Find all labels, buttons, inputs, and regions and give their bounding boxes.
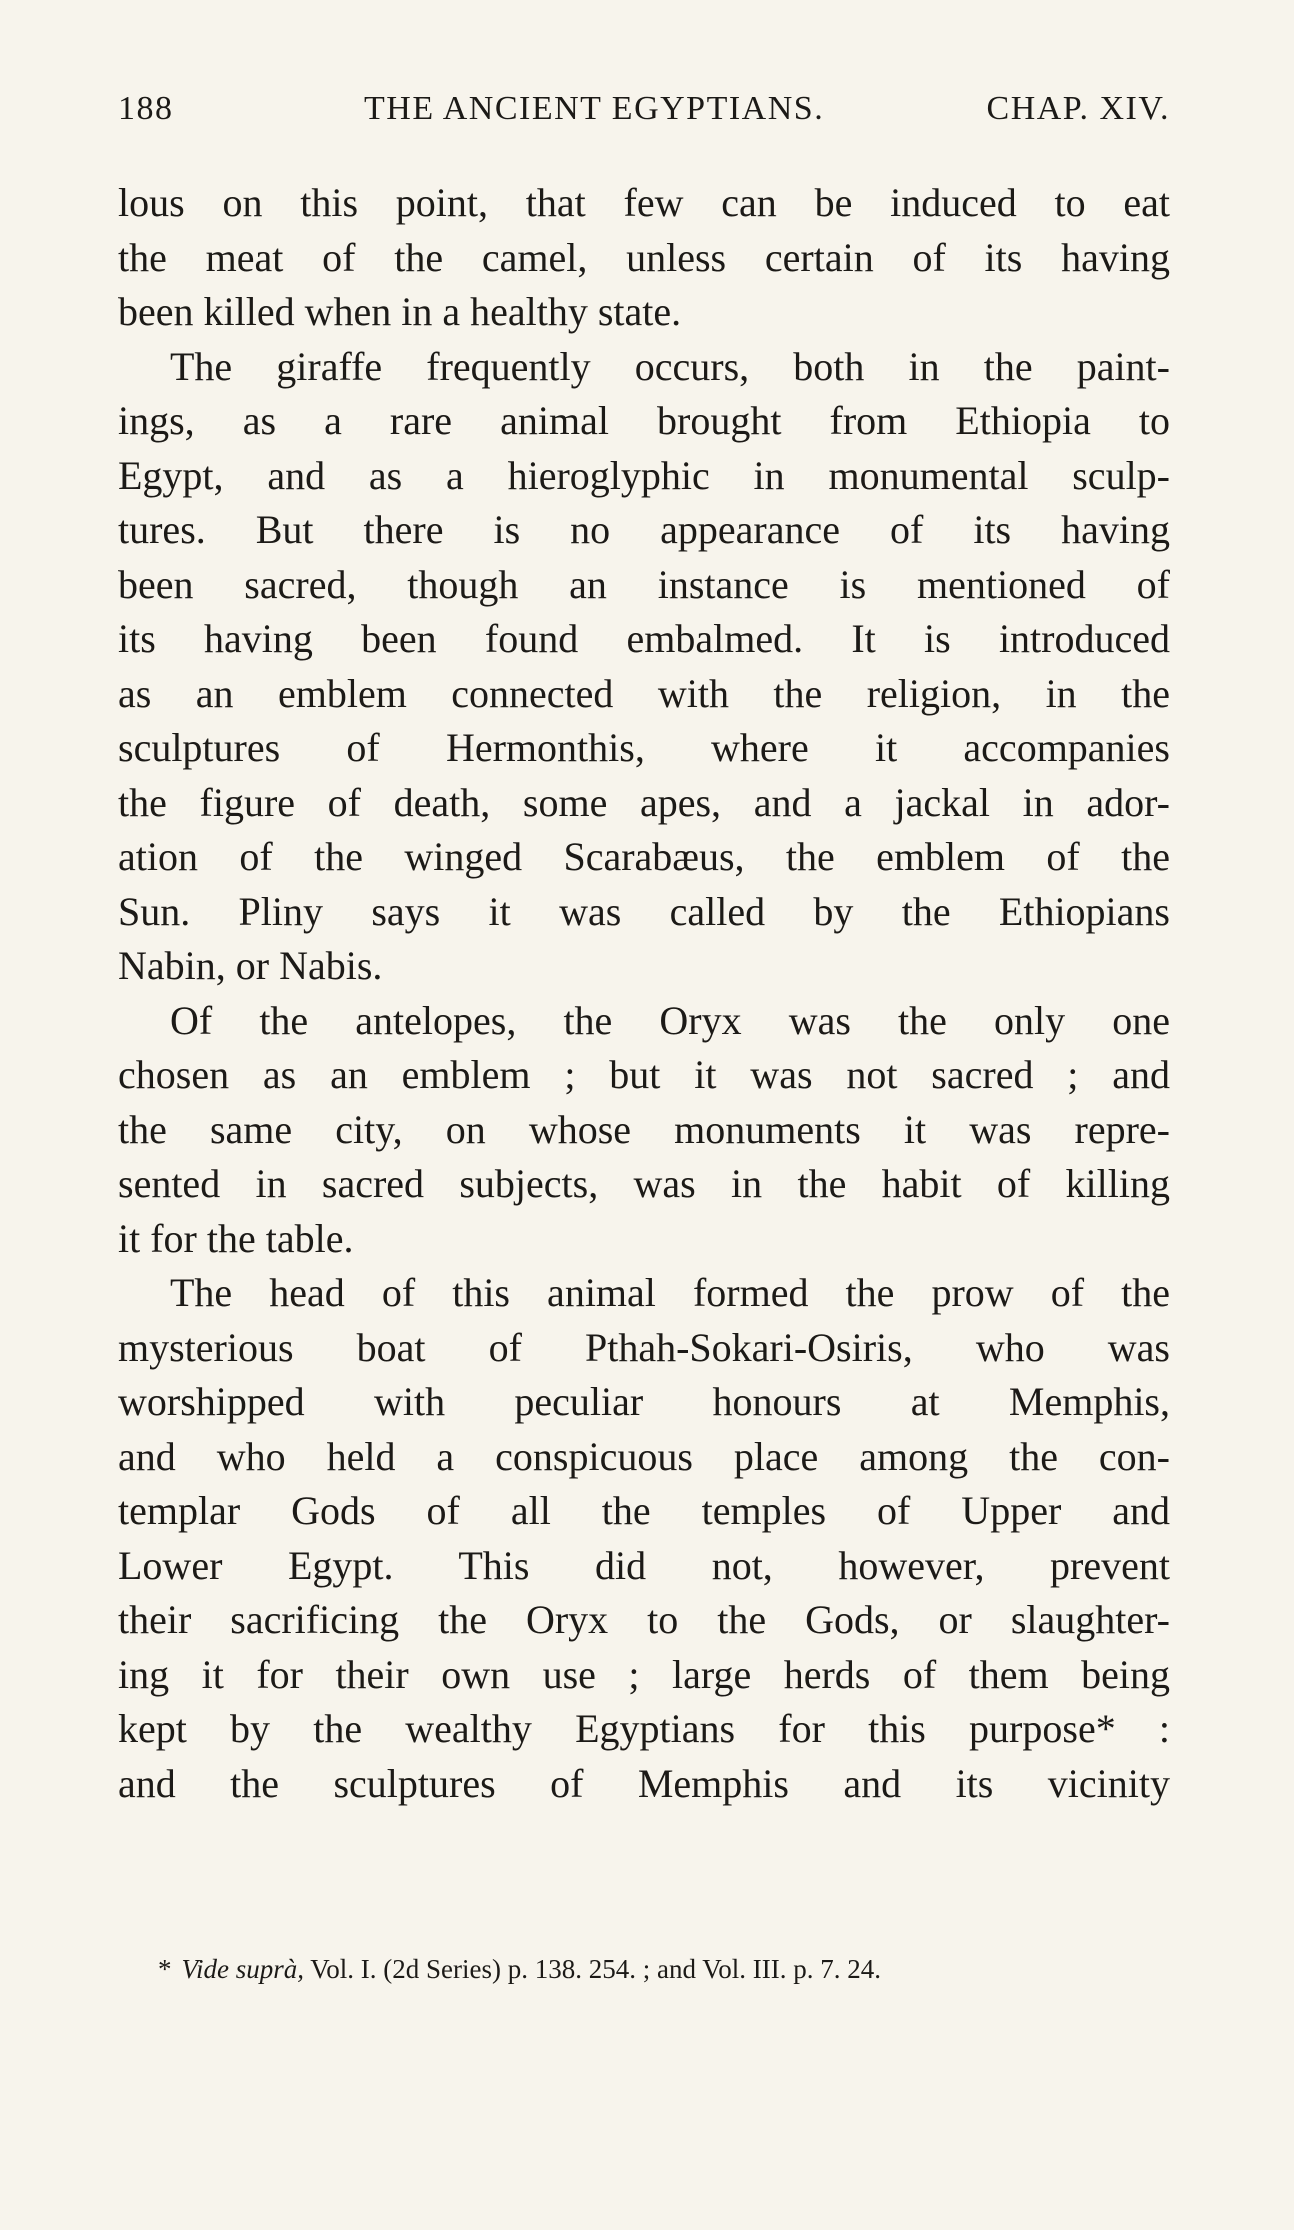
text-line: and who held a conspicuous place among the con- [118,1433,1170,1479]
text-line: Lower Egypt. This did not, however, prevent [118,1542,1170,1588]
text-line: The giraffe frequently occurs, both in the paint- [170,343,1170,389]
text-line: and the sculptures of Memphis and its vicinity [118,1760,1170,1806]
footnote-reference-italic: Vide suprà, [181,1954,304,1984]
text-line: lous on this point, that few can be induced to eat [118,180,1170,225]
text-line: templar Gods of all the temples of Upper and [118,1488,1170,1533]
text-line: Sun. Pliny says it was called by the Ethiopians [118,888,1170,934]
running-head-chapter: CHAP. XIV. [986,90,1170,127]
text-line: been killed when in a healthy state. [118,289,682,334]
footnote-marker: * [158,1954,172,1984]
text-line: ing it for their own use ; large herds of them being [118,1651,1170,1697]
footnote [158,1954,1198,1985]
text-line: Of the antelopes, the Oryx was the only one [170,997,1170,1043]
footnote-text: Vol. I. (2d Series) p. 138. 254. ; and Vol. III. p. 7. 24. [304,1954,881,1984]
text-line: it for the table. [118,1215,354,1261]
text-line: ings, as a rare animal brought from Ethiopia to [118,398,1170,443]
text-line: the figure of death, some apes, and a jackal in ador- [118,779,1170,825]
text-line: been sacred, though an instance is mentioned of [118,561,1170,607]
body-text [118,176,1170,1811]
text-line: its having been found embalmed. It is introduced [118,616,1170,661]
page-number: 188 [118,90,174,127]
text-line: mysterious boat of Pthah-Sokari-Osiris, who was [118,1324,1170,1370]
text-line: their sacrificing the Oryx to the Gods, or slaughter- [118,1597,1170,1642]
text-line: chosen as an emblem ; but it was not sacred ; and [118,1052,1170,1097]
text-line: sented in sacred subjects, was in the habit of killing [118,1161,1170,1206]
running-head [118,90,1170,140]
text-line: tures. But there is no appearance of its having [118,507,1170,552]
text-line: Nabin, or Nabis. [118,943,383,988]
text-line: ation of the winged Scarabæus, the emblem of the [118,834,1170,879]
text-line: the meat of the camel, unless certain of its having [118,234,1170,280]
text-line: kept by the wealthy Egyptians for this purpose* : [118,1706,1170,1751]
text-line: worshipped with peculiar honours at Memphis, [118,1379,1170,1424]
text-line: Egypt, and as a hieroglyphic in monumental sculp- [118,452,1170,498]
running-head-title: THE ANCIENT EGYPTIANS. [364,90,825,127]
text-line: sculptures of Hermonthis, where it accompanies [118,725,1170,770]
text-line: as an emblem connected with the religion, in the [118,670,1170,716]
text-line: the same city, on whose monuments it was repre- [118,1106,1170,1152]
text-line: The head of this animal formed the prow of the [170,1270,1170,1315]
